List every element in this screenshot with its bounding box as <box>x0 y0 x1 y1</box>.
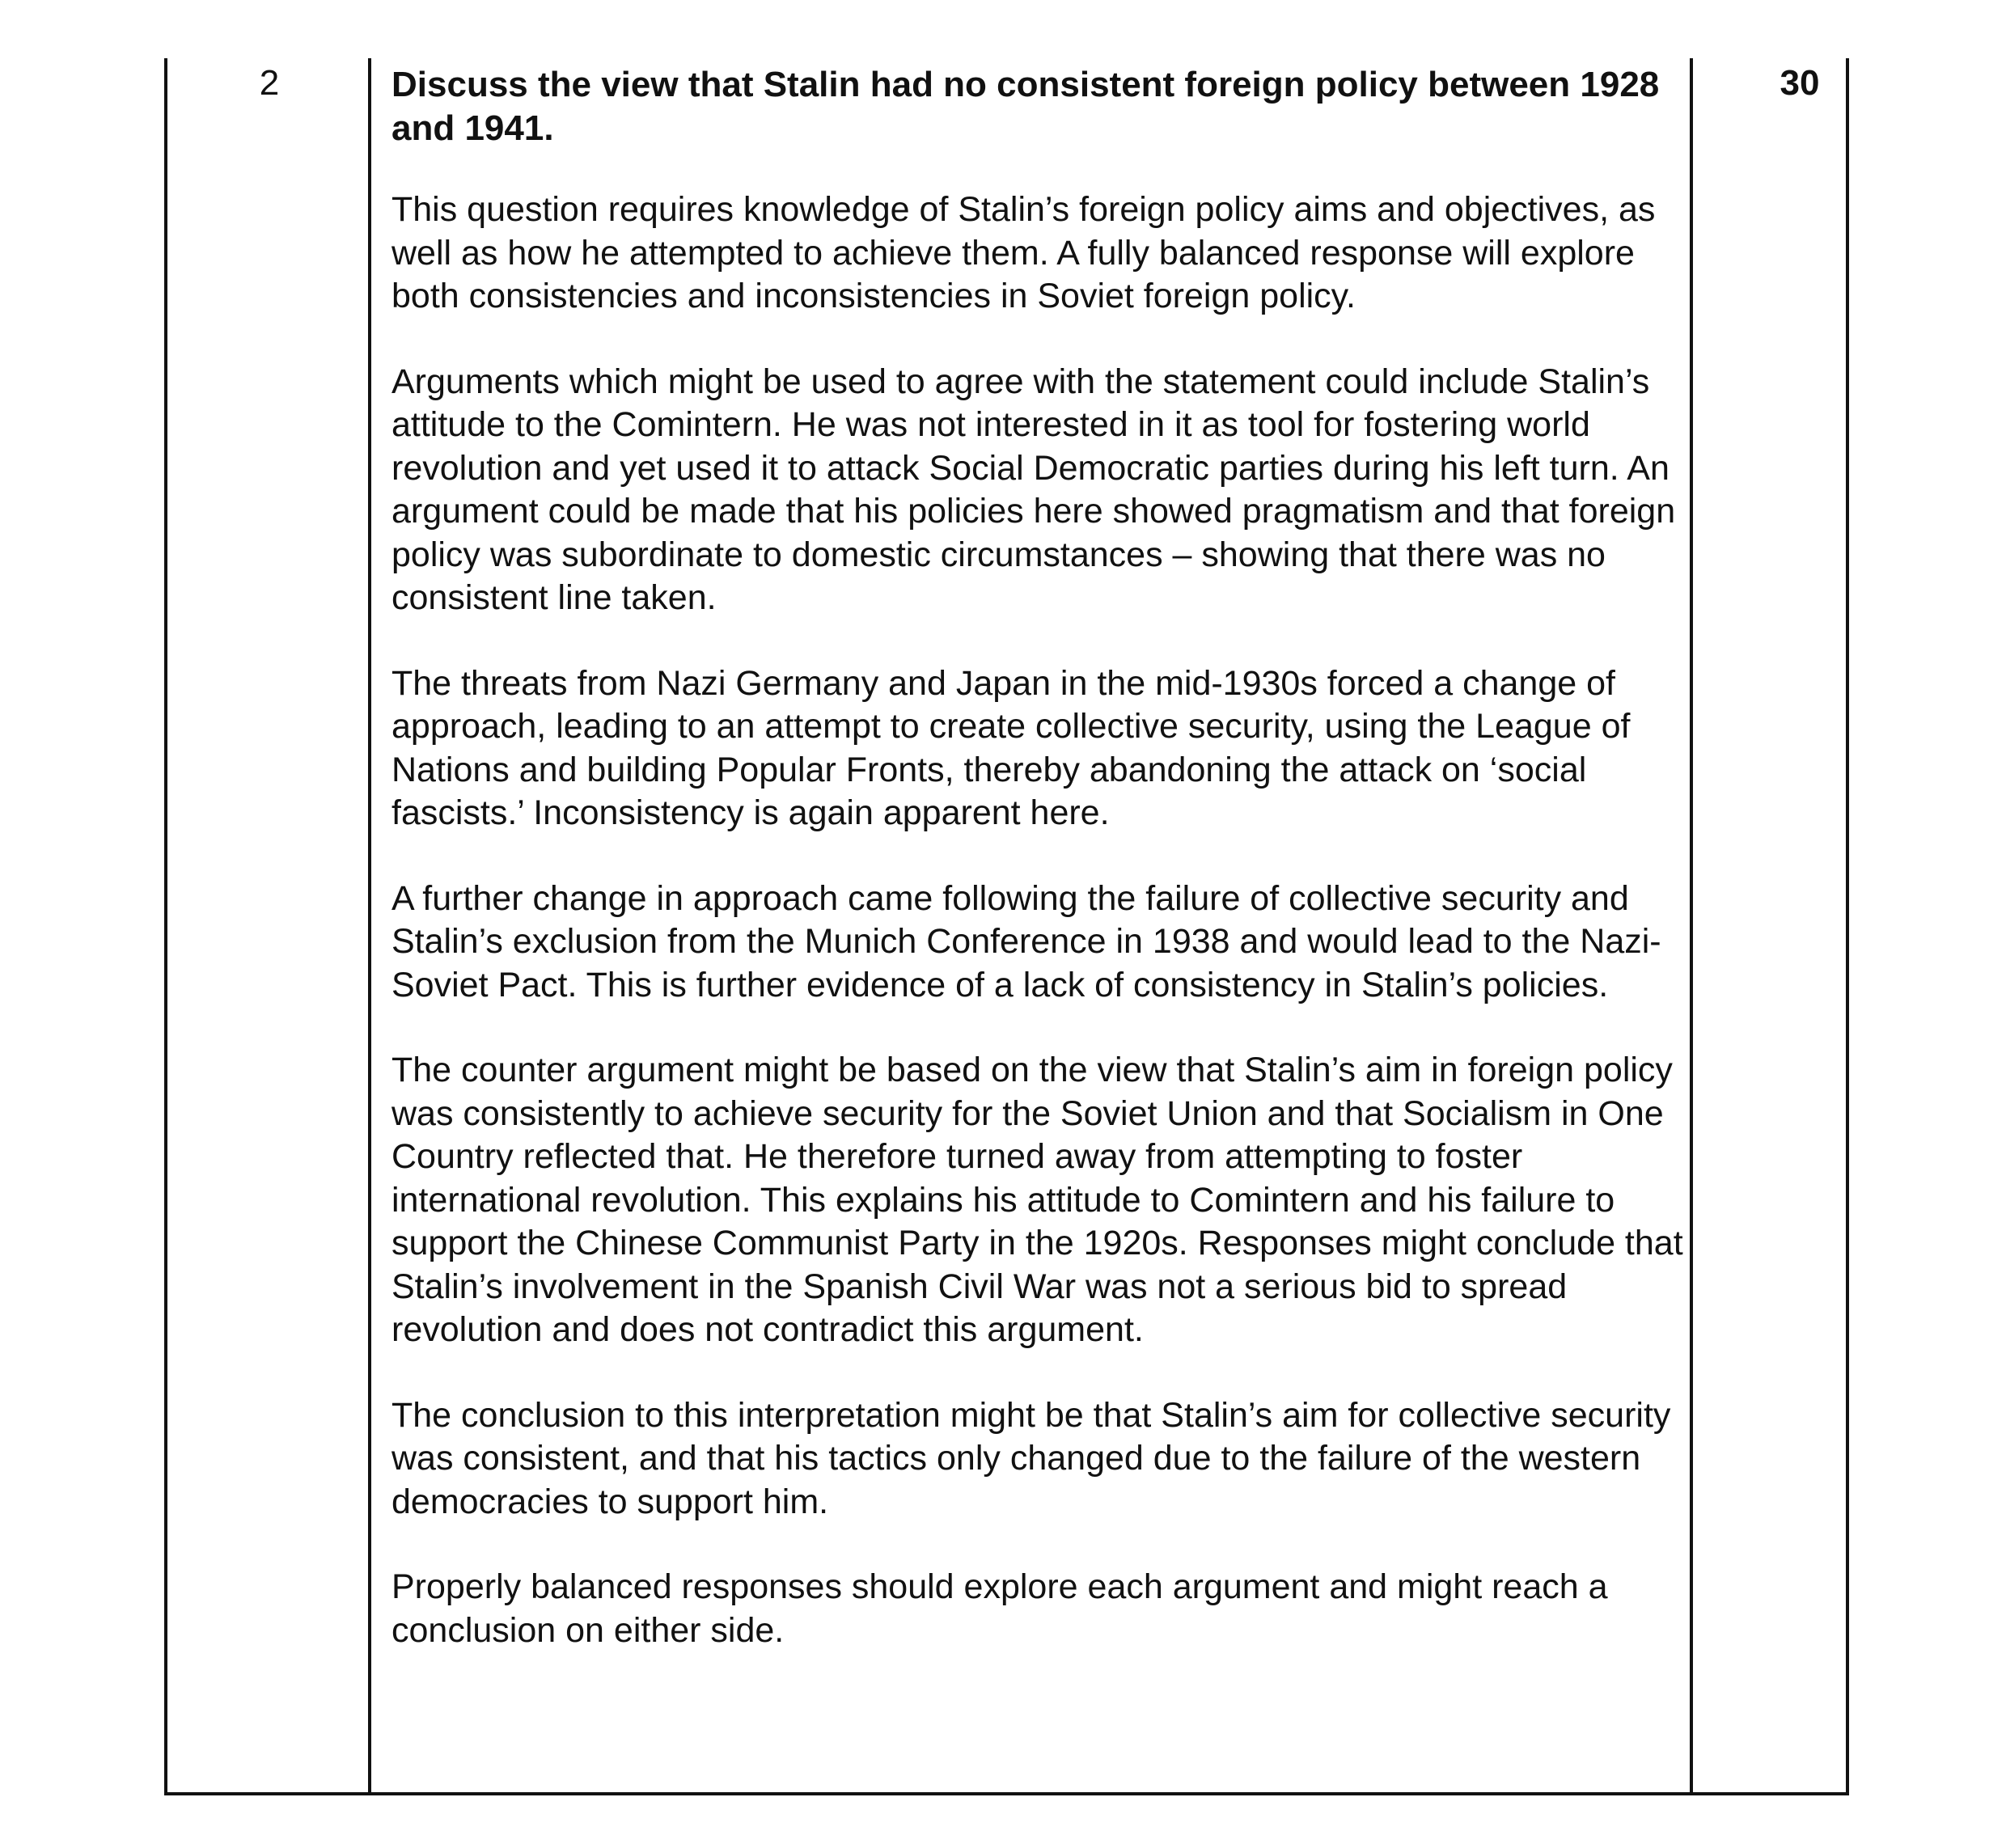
question-text: Discuss the view that Stalin had no consistent foreign policy between 1928 and 1941. <box>391 65 1660 148</box>
guidance-paragraph-5: The counter argument might be based on the view that Stalin’s aim in foreign policy was consistently to achieve security for the Soviet Union and that Socialism in One Country reflected that. He therefore turned away from attempting to foster international revolution. This explains his attitude to Comintern and his failure to support the Chinese Communist Party in the 1920s. Responses might conclude that Stalin’s involvement in the Spanish Civil War was not a serious bid to spread revolution and does not contradict this argument. <box>391 1051 1683 1349</box>
guidance-paragraph-7: Properly balanced responses should explore each argument and might reach a conclusion on either side. <box>391 1567 1608 1650</box>
table-border-right <box>1846 58 1849 1795</box>
guidance-paragraph-1: This question requires knowledge of Stalin’s foreign policy aims and objectives, as well as how he attempted to achieve them. A fully balanced response will explore both consistencies and inconsistencies in Soviet foreign policy. <box>391 190 1656 315</box>
table-border-col2 <box>368 58 371 1795</box>
question-number: 2 <box>259 63 280 103</box>
table-border-bottom <box>164 1792 1849 1795</box>
guidance-paragraph-6: The conclusion to this interpretation might be that Stalin’s aim for collective security was consistent, and that his tactics only changed due to the failure of the western democracies to support him. <box>391 1395 1671 1521</box>
answer-guidance-cell <box>391 63 1686 1694</box>
table-border-col3 <box>1690 58 1693 1795</box>
guidance-paragraph-3: The threats from Nazi Germany and Japan in the mid-1930s forced a change of approach, leading to an attempt to create collective security, using the League of Nations and building Popular Fronts, thereby abandoning the attack on ‘social fascists.’ Inconsistency is again apparent here. <box>391 663 1631 832</box>
table-border-left <box>164 58 167 1795</box>
marks-value: 30 <box>1780 63 1820 103</box>
guidance-paragraph-4: A further change in approach came following the failure of collective security and Stalin’s exclusion from the Munich Conference in 1938 and would lead to the Nazi-Soviet Pact. This is further evidence of a lack of consistency in Stalin’s policies. <box>391 878 1661 1004</box>
guidance-paragraph-2: Arguments which might be used to agree with the statement could include Stalin’s attitude to the Comintern. He was not interested in it as tool for fostering world revolution and yet used it to attack Social Democratic parties during his left turn. An argument could be made that his policies here showed pragmatism and that foreign policy was subordinate to domestic circumstances – showing that there was no consistent line taken. <box>391 362 1676 617</box>
